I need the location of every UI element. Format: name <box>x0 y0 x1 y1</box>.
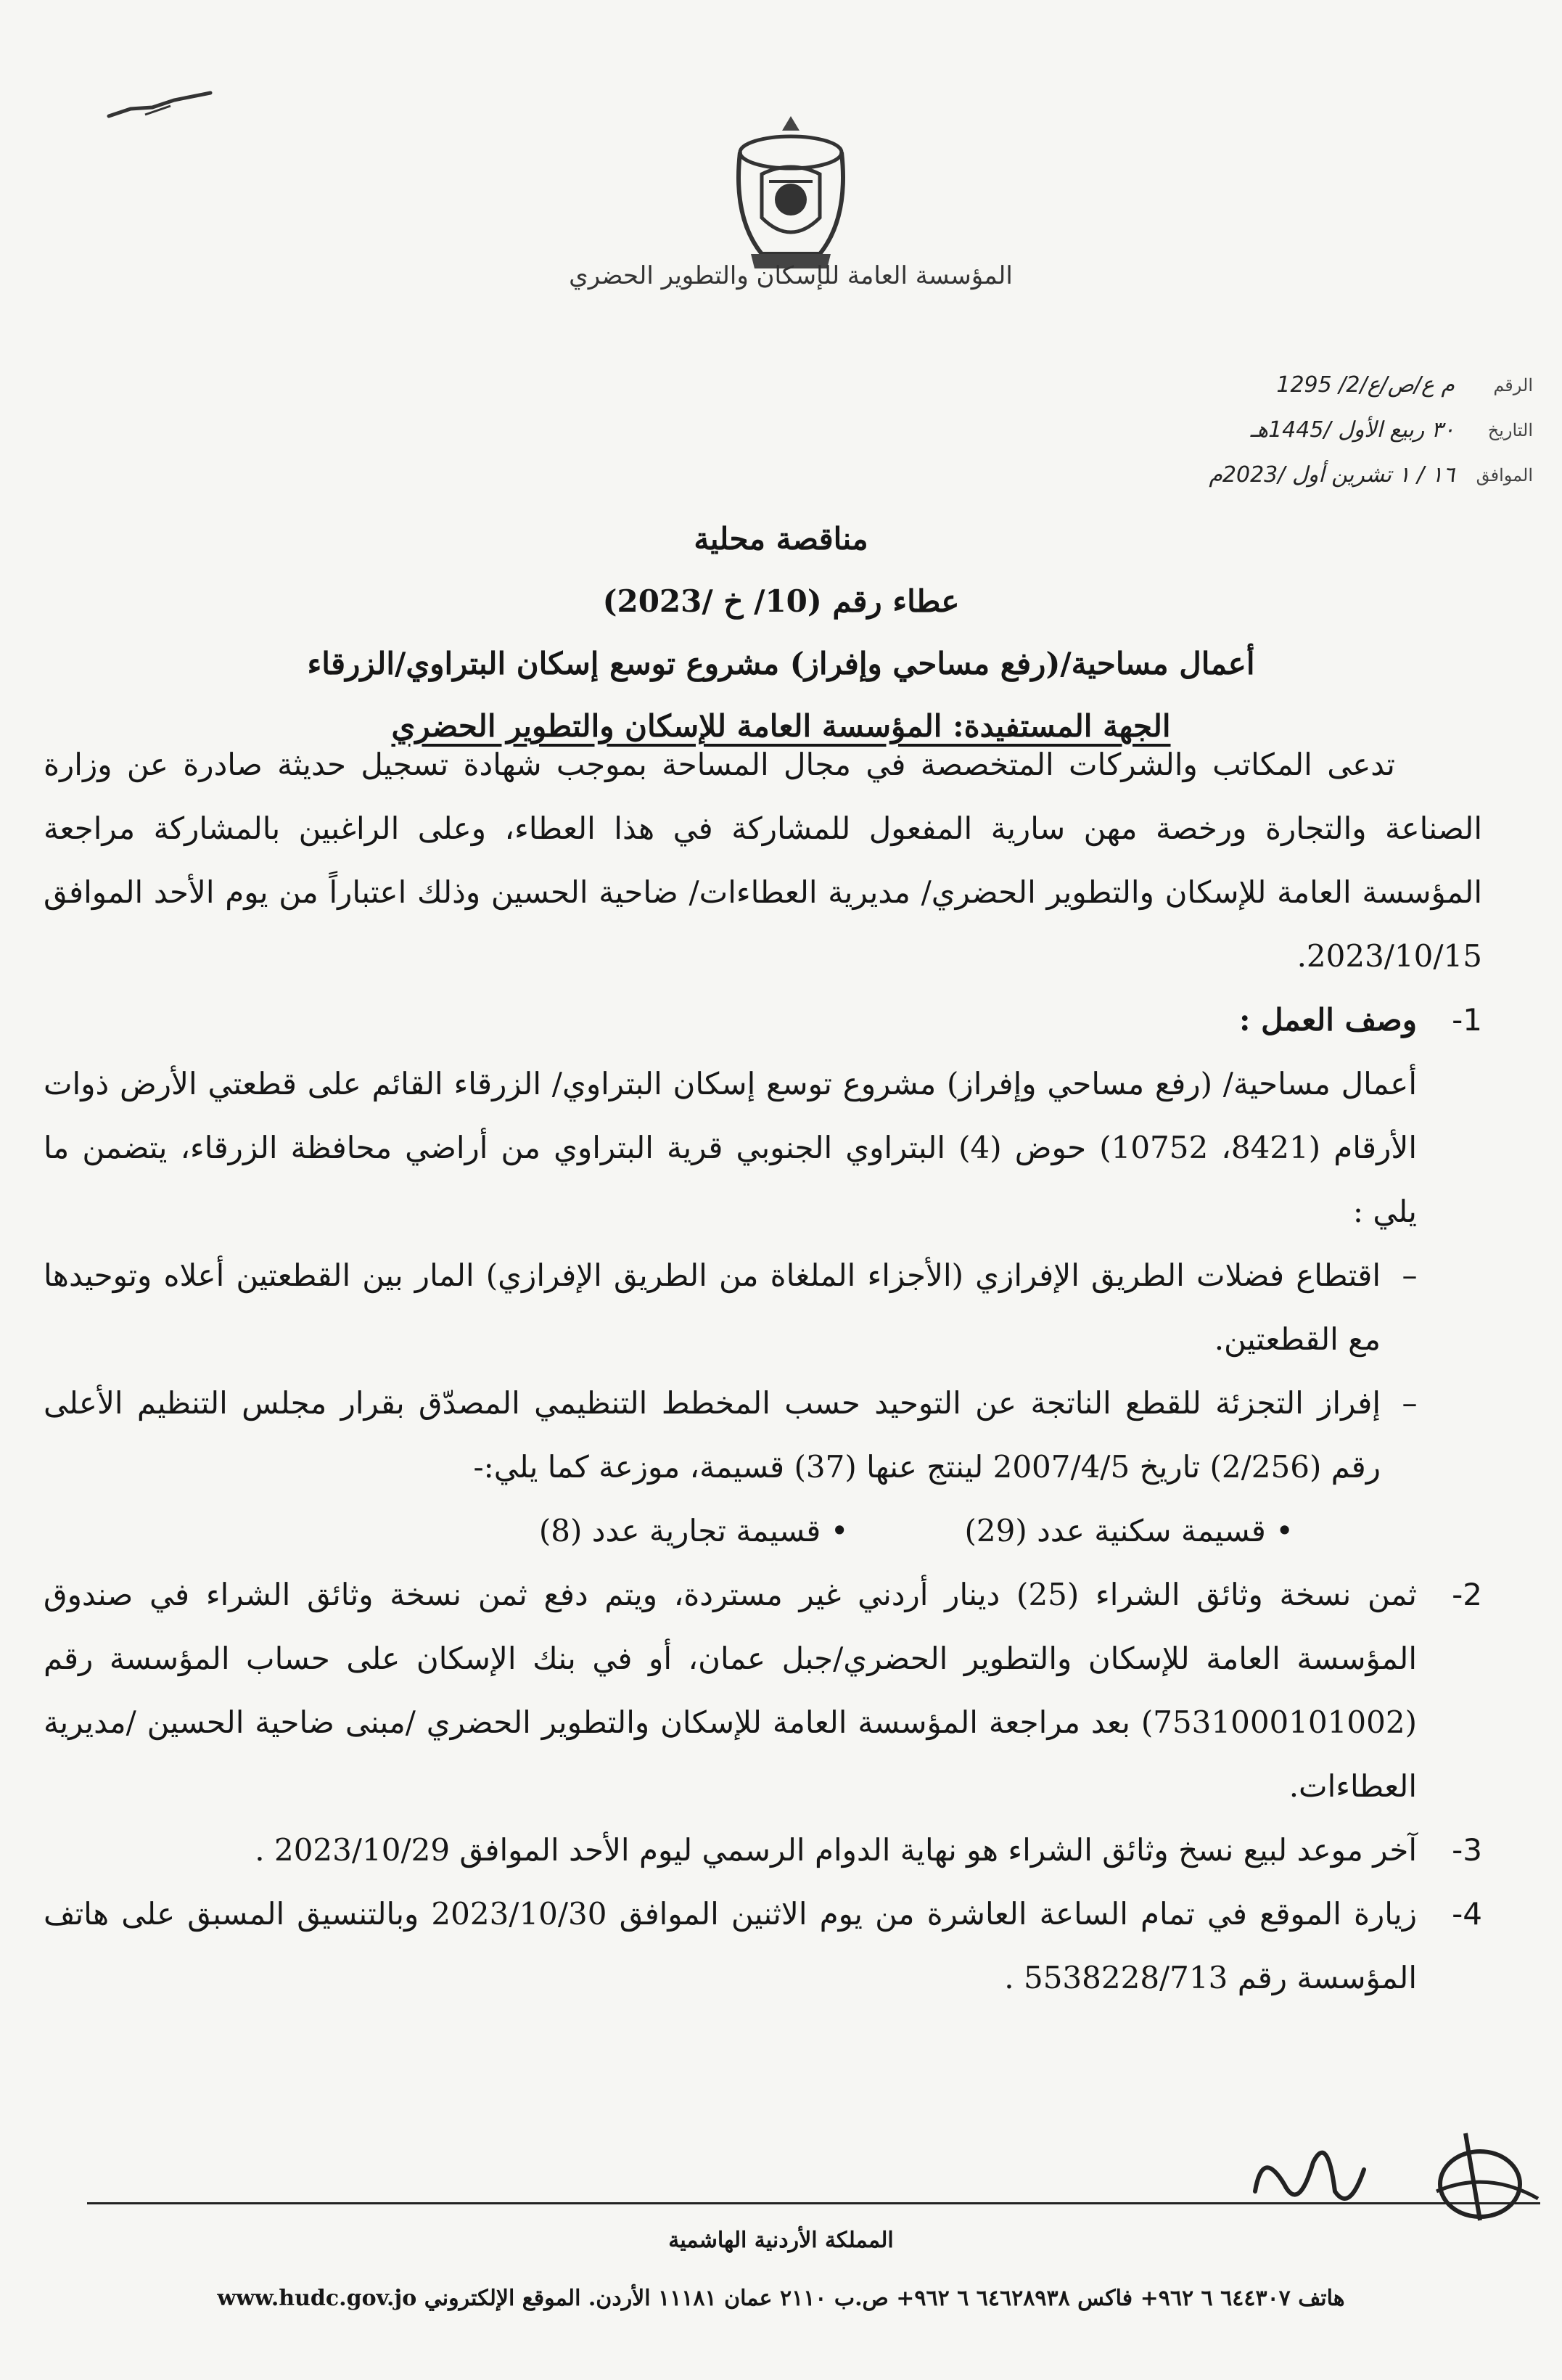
dash-item-text: اقتطاع فضلات الطريق الإفرازي (الأجزاء الملغاة من الطريق الإفرازي) المار بين القطعتين أعلاه وتوحيدها مع القطعتين. <box>44 1257 1381 1357</box>
ref-number-label: الرقم <box>1493 375 1533 395</box>
reference-block <box>1083 363 1533 498</box>
item-2 <box>44 1563 1482 1818</box>
item-1 <box>44 988 1482 1052</box>
gregorian-date-label: الموافق <box>1476 465 1533 485</box>
gregorian-date-row <box>1083 453 1533 498</box>
item-4 <box>44 1882 1482 2010</box>
signatures <box>1248 2104 1553 2228</box>
tender-type: مناقصة محلية <box>694 521 868 557</box>
footer-divider <box>87 2202 1540 2204</box>
dash-marker: – <box>1402 1385 1418 1421</box>
parcel-breakdown <box>44 1499 1294 1563</box>
dash-marker: – <box>1402 1257 1418 1293</box>
item-text: آخر موعد لبيع نسخ وثائق الشراء هو نهاية الدوام الرسمي ليوم الأحد الموافق 2023/10/29 . <box>255 1832 1417 1868</box>
work-description: أعمال مساحية/ (رفع مساحي وإفراز) مشروع توسع إسكان البتراوي/ الزرقاء القائم على قطعتي الأرض ذوات الأرقام (8421، 10752) حوض (4) البتراوي الجنوبي قرية البتراوي من أراضي محافظة الزرقاء، يتضمن ما يلي : <box>44 1066 1417 1229</box>
item-title: وصف العمل : <box>1239 1002 1417 1038</box>
hijri-date-row <box>1083 408 1533 453</box>
item-number: 1- <box>1452 1002 1482 1038</box>
footer-kingdom: المملكة الأردنية الهاشمية <box>668 2228 894 2253</box>
item-3 <box>44 1818 1482 1882</box>
beneficiary: الجهة المستفيدة: المؤسسة العامة للإسكان والتطوير الحضري <box>391 708 1171 744</box>
bullet-commercial: • قسيمة تجارية عدد (8) <box>539 1499 849 1563</box>
item-number: 3- <box>1452 1832 1482 1868</box>
dash-item <box>44 1371 1439 1499</box>
dash-item <box>44 1244 1439 1371</box>
bullet-residential: • قسيمة سكنية عدد (29) <box>965 1499 1294 1563</box>
hijri-date-value: ٣٠ ربيع الأول /1445هـ <box>1250 417 1455 443</box>
intro-paragraph: تدعى المكاتب والشركات المتخصصة في مجال المساحة بموجب شهادة تسجيل حديثة صادرة عن وزارة الصناعة والتجارة ورخصة مهن سارية المفعول للمشاركة في هذا العطاء، وعلى الراغبين بالمشاركة مراجعة المؤسسة العامة للإسكان والتطوير الحضري/ مديرية العطاءات/ ضاحية الحسين وذلك اعتباراً من يوم الأحد الموافق 2023/10/15. <box>44 747 1482 974</box>
title-block <box>0 508 1562 758</box>
ref-number-row <box>1083 363 1533 408</box>
item-number: 4- <box>1452 1896 1482 1932</box>
tender-number: عطاء رقم (10/ خ /2023) <box>602 583 960 619</box>
item-text: ثمن نسخة وثائق الشراء (25) دينار أردني غير مستردة، ويتم دفع ثمن نسخة وثائق الشراء في صندوق المؤسسة العامة للإسكان والتطوير الحضري/جبل عمان، أو في بنك الإسكان على حساب المؤسسة رقم (7531000101002) بعد مراجعة المؤسسة العامة للإسكان والتطوير الحضري /مبنى ضاحية الحسين /مديرية العطاءات. <box>44 1577 1417 1804</box>
tender-subject: أعمال مساحية/(رفع مساحي وإفراز) مشروع توسع إسكان البتراوي/الزرقاء <box>307 646 1255 681</box>
ref-number-value: م ع/ص/ع/2/ 1295 <box>1276 372 1455 398</box>
hijri-date-label: التاريخ <box>1487 420 1533 440</box>
item-number: 2- <box>1452 1577 1482 1612</box>
organization-name: المؤسسة العامة للإسكان والتطوير الحضري <box>569 261 1013 290</box>
footer-contact: هاتف ٦٤٤٣٠٧ ٦ ٩٦٢+ فاكس ٦٤٦٢٨٩٣٨ ٦ ٩٦٢+ ص.ب ٢١١٠ عمان ١١١٨١ الأردن. الموقع الإلكتروني www.hudc.gov.jo <box>217 2286 1345 2311</box>
gregorian-date-value: ١٦ / ١ تشرين أول /2023م <box>1209 462 1455 488</box>
coat-of-arms-emblem <box>718 109 863 276</box>
handwritten-mark <box>102 87 218 123</box>
item-text: زيارة الموقع في تمام الساعة العاشرة من يوم الاثنين الموافق 2023/10/30 وبالتنسيق المسبق على هاتف المؤسسة رقم 5538228/713 . <box>44 1896 1418 1995</box>
document-body <box>44 733 1482 2010</box>
dash-item-text: إفراز التجزئة للقطع الناتجة عن التوحيد حسب المخطط التنظيمي المصدّق بقرار مجلس التنظيم الأعلى رقم (2/256) تاريخ 2007/4/5 لينتج عنها (37) قسيمة، موزعة كما يلي:- <box>44 1385 1381 1485</box>
